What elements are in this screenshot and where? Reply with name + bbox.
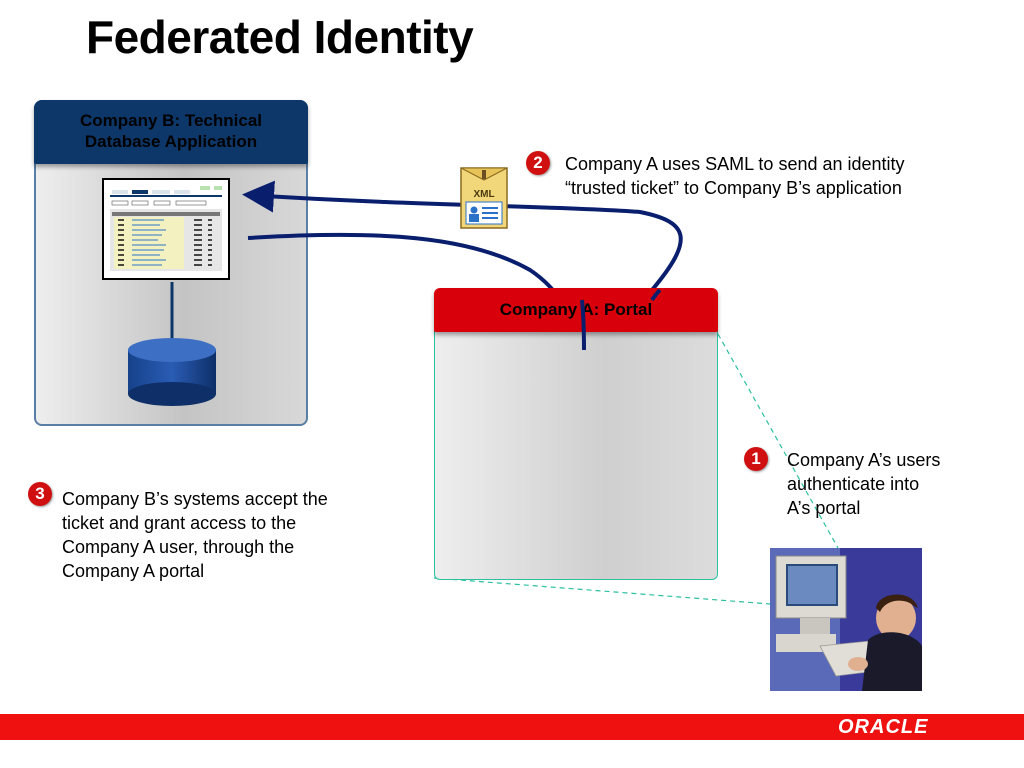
company-b-header-line2: Database Application xyxy=(84,132,258,151)
oracle-logo: ORACLE xyxy=(838,716,929,738)
step-2-badge: 2 xyxy=(526,151,550,175)
step-1-text xyxy=(787,448,940,520)
database-icon xyxy=(128,338,216,406)
step-3-line-1: Company B’s systems accept the xyxy=(62,489,328,509)
step-3-line-2: ticket and grant access to the xyxy=(62,513,297,533)
step-2-line-1: Company A uses SAML to send an identity xyxy=(565,154,905,174)
step-1-line-3: A’s portal xyxy=(787,498,861,518)
xml-label: XML xyxy=(473,189,495,200)
user-at-computer-photo xyxy=(770,548,922,691)
company-a-panel xyxy=(434,290,718,580)
step-1-line-2: authenticate into xyxy=(787,474,920,494)
step-3-text xyxy=(62,487,328,583)
step-3-line-3: Company A user, through the xyxy=(62,537,295,557)
company-a-header: Company A: Portal xyxy=(434,288,718,332)
step-1-line-1: Company A’s users xyxy=(787,450,941,470)
step-2-line-2: “trusted ticket” to Company B’s application xyxy=(565,178,902,198)
page-title: Federated Identity xyxy=(86,11,474,63)
dashed-connector-lower xyxy=(434,578,770,604)
step-3-line-4: Company A portal xyxy=(62,561,205,581)
step-1-badge: 1 xyxy=(744,447,768,471)
company-b-header-line1: Company B: Technical xyxy=(80,111,262,130)
xml-envelope-icon xyxy=(461,168,507,228)
step-2-text xyxy=(565,152,905,200)
step-3-badge: 3 xyxy=(28,482,52,506)
